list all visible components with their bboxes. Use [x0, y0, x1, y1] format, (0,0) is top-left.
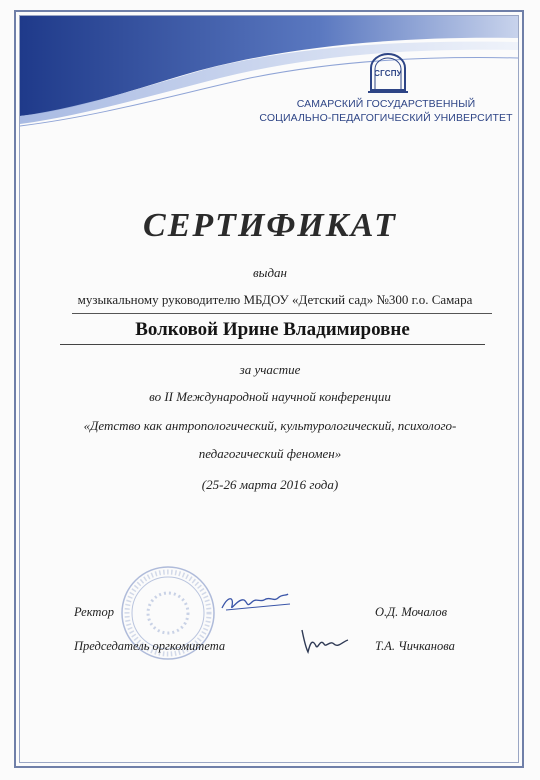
rector-signature: [218, 588, 298, 618]
event-dates: (25-26 марта 2016 года): [201, 477, 339, 492]
university-name: [255, 97, 517, 125]
committee-chair-signature: [296, 624, 356, 658]
committee-chair-label: Председатель оргкомитета: [74, 639, 226, 653]
committee-chair-name: Т.А. Чичканова: [375, 639, 455, 653]
rector-label: Ректор: [74, 605, 114, 619]
issued-label: выдан: [253, 265, 287, 280]
university-name-line2: СОЦИАЛЬНО-ПЕДАГОГИЧЕСКИЙ УНИВЕРСИТЕТ: [259, 112, 513, 124]
event-title-line1: «Детство как антропологический, культурологический, психолого-: [83, 418, 457, 433]
recipient-position: музыкальному руководителю МБДОУ «Детский сад» №300 г.о. Самара: [77, 292, 473, 307]
event-line: во II Международной научной конференции: [149, 389, 391, 404]
for-label: за участие: [239, 362, 301, 377]
rector-name: О.Д. Мочалов: [375, 605, 448, 619]
university-name-line1: САМАРСКИЙ ГОСУДАРСТВЕННЫЙ: [296, 98, 476, 110]
logo-text: СГСПУ: [374, 69, 402, 78]
position-underline: [72, 313, 492, 314]
certificate-title: СЕРТИФИКАТ: [143, 207, 397, 244]
recipient-name: Волковой Ирине Владимировне: [60, 319, 485, 345]
event-title-line2: педагогический феномен»: [198, 446, 342, 461]
